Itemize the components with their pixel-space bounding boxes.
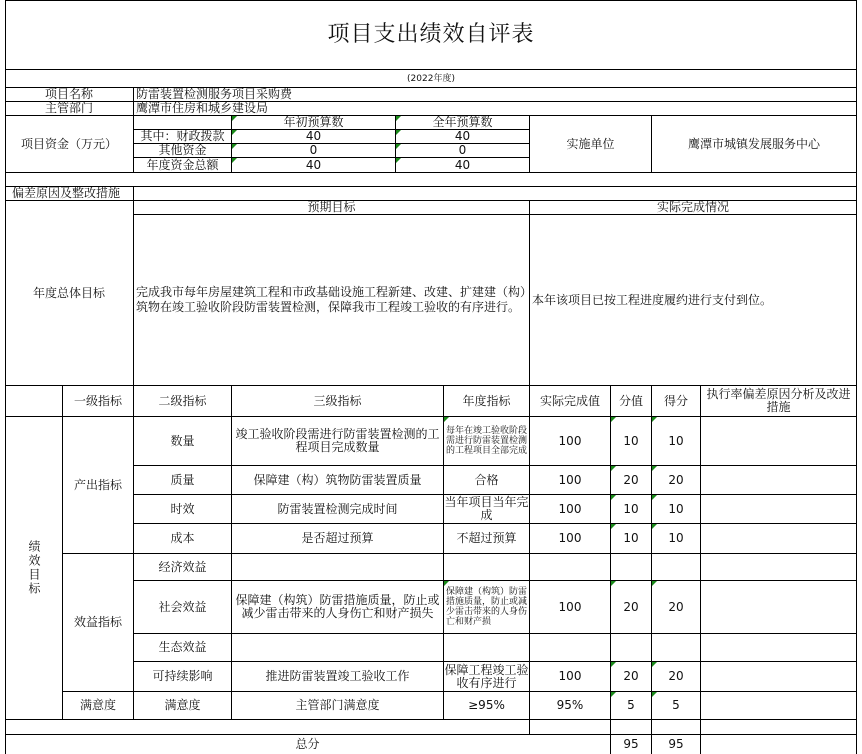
- score-cell[interactable]: 20: [668, 472, 684, 487]
- group-satisfaction: 满意度: [79, 698, 116, 712]
- year-label: (2022年度): [407, 73, 455, 84]
- weight-cell[interactable]: 10: [623, 433, 639, 448]
- actual-completion-header: 实际完成情况: [656, 201, 729, 214]
- header-level3: 三级指标: [313, 393, 362, 408]
- l2-cell: 可持续影响: [152, 669, 213, 683]
- target-cell[interactable]: 不超过预算: [456, 531, 517, 545]
- l3-cell[interactable]: 推进防雷装置竣工验收工作: [265, 669, 410, 683]
- actual-cell[interactable]: 100: [558, 433, 582, 448]
- l2-cell: 经济效益: [158, 559, 207, 574]
- total-label: 总分: [295, 737, 320, 751]
- dept-value[interactable]: 鹰潭市住房和城乡建设局: [136, 102, 269, 115]
- project-name-label: 项目名称: [44, 88, 93, 101]
- target-cell[interactable]: ≥95%: [468, 698, 505, 712]
- actual-completion-text[interactable]: 本年该项目已按工程进度履约进行支付到位。: [532, 292, 773, 307]
- header-score: 得分: [663, 393, 688, 408]
- target-cell[interactable]: 当年项目当年完成: [444, 495, 529, 522]
- l2-cell: 社会效益: [158, 599, 207, 614]
- score-cell[interactable]: 10: [668, 501, 684, 516]
- score-cell[interactable]: 10: [668, 433, 684, 448]
- weight-cell[interactable]: 20: [623, 669, 639, 683]
- annual-budget-header: 全年预算数: [432, 116, 493, 129]
- l2-cell: 时效: [170, 501, 195, 516]
- header-actual: 实际完成值: [539, 393, 600, 408]
- fund-initial-value[interactable]: 0: [309, 144, 318, 157]
- total-weight[interactable]: 95: [623, 737, 639, 751]
- score-cell[interactable]: 5: [672, 698, 680, 712]
- target-cell[interactable]: 每年在竣工验收阶段需进行防雷装置检测的工程项目全部完成: [445, 426, 527, 456]
- l3-cell[interactable]: 保障建（构）筑物防雷装置质量: [253, 472, 422, 487]
- l3-cell[interactable]: 竣工验收阶段需进行防雷装置检测的工程项目完成数量: [235, 427, 440, 454]
- overall-goal-label: 年度总体目标: [32, 285, 105, 300]
- weight-cell[interactable]: 10: [623, 501, 639, 516]
- l2-cell: 成本: [170, 531, 195, 545]
- impl-unit-value[interactable]: 鹰潭市城镇发展服务中心: [687, 136, 820, 151]
- actual-cell[interactable]: 100: [558, 501, 582, 516]
- weight-cell[interactable]: 20: [623, 599, 639, 614]
- weight-cell[interactable]: 10: [623, 531, 639, 545]
- l3-cell[interactable]: 是否超过预算: [301, 531, 374, 545]
- actual-cell[interactable]: 95%: [556, 698, 584, 712]
- actual-cell[interactable]: 100: [558, 531, 582, 545]
- fund-annual-value[interactable]: 0: [458, 144, 467, 157]
- score-cell[interactable]: 20: [668, 599, 684, 614]
- weight-cell[interactable]: 5: [627, 698, 635, 712]
- deviation-label: 偏差原因及整改措施: [12, 187, 121, 200]
- total-score[interactable]: 95: [668, 737, 684, 751]
- target-cell[interactable]: 保障工程竣工验收有序进行: [444, 662, 529, 690]
- score-cell[interactable]: 10: [668, 531, 684, 545]
- l2-cell: 质量: [170, 472, 195, 487]
- fund-annual-value[interactable]: 40: [454, 130, 471, 143]
- l3-cell[interactable]: 防雷装置检测完成时间: [277, 501, 398, 516]
- header-weight: 分值: [618, 393, 643, 408]
- fund-row-label: 其他资金: [158, 144, 207, 157]
- header-level1: 一级指标: [73, 393, 122, 408]
- expected-goal-header: 预期目标: [307, 201, 356, 214]
- project-name-value[interactable]: 防雷装置检测服务项目采购费: [136, 88, 293, 101]
- fund-initial-value[interactable]: 40: [305, 130, 322, 143]
- initial-budget-header: 年初预算数: [283, 116, 344, 129]
- score-cell[interactable]: 20: [668, 669, 684, 683]
- actual-cell[interactable]: 100: [558, 669, 582, 683]
- expected-goal-text[interactable]: 完成我市每年房屋建筑工程和市政基础设施工程新建、改建、扩建建（构）筑物在竣工验收阶段防雷装置检测，保障我市工程竣工验收的有序进行。: [136, 285, 527, 314]
- group-benefit: 效益指标: [73, 615, 122, 629]
- header-analysis: 执行率偏差原因分析及改进措施: [706, 387, 851, 414]
- funds-label: 项目资金（万元）: [20, 136, 117, 151]
- fund-initial-value[interactable]: 40: [305, 158, 322, 172]
- header-target: 年度指标: [462, 393, 511, 408]
- fund-annual-value[interactable]: 40: [454, 158, 471, 172]
- target-cell[interactable]: 合格: [474, 472, 499, 487]
- impl-unit-label: 实施单位: [566, 136, 615, 151]
- l2-cell: 生态效益: [158, 640, 207, 654]
- fund-row-label: 其中：财政拨款: [140, 130, 225, 143]
- l2-cell: 数量: [170, 433, 195, 448]
- actual-cell[interactable]: 100: [558, 599, 582, 614]
- l3-cell[interactable]: 主管部门满意度: [295, 698, 380, 712]
- perf-goal-label: [5, 417, 62, 719]
- group-output: 产出指标: [73, 477, 122, 492]
- weight-cell[interactable]: 20: [623, 472, 639, 487]
- header-level2: 二级指标: [158, 393, 207, 408]
- target-cell[interactable]: 保障建（构筑）防雷措施质量，防止或减少雷击带来的人身伤亡和财产损: [446, 587, 528, 627]
- page-title: 项目支出绩效自评表: [327, 22, 535, 47]
- perf-goal-text: 绩效目标: [27, 540, 41, 596]
- dept-label: 主管部门: [44, 102, 93, 115]
- fund-row-label: 年度资金总额: [146, 158, 219, 172]
- l2-cell: 满意度: [164, 698, 201, 712]
- actual-cell[interactable]: 100: [558, 472, 582, 487]
- l3-cell[interactable]: 保障建（构筑）防雷措施质量，防止或减少雷击带来的人身伤亡和财产损失: [235, 593, 440, 620]
